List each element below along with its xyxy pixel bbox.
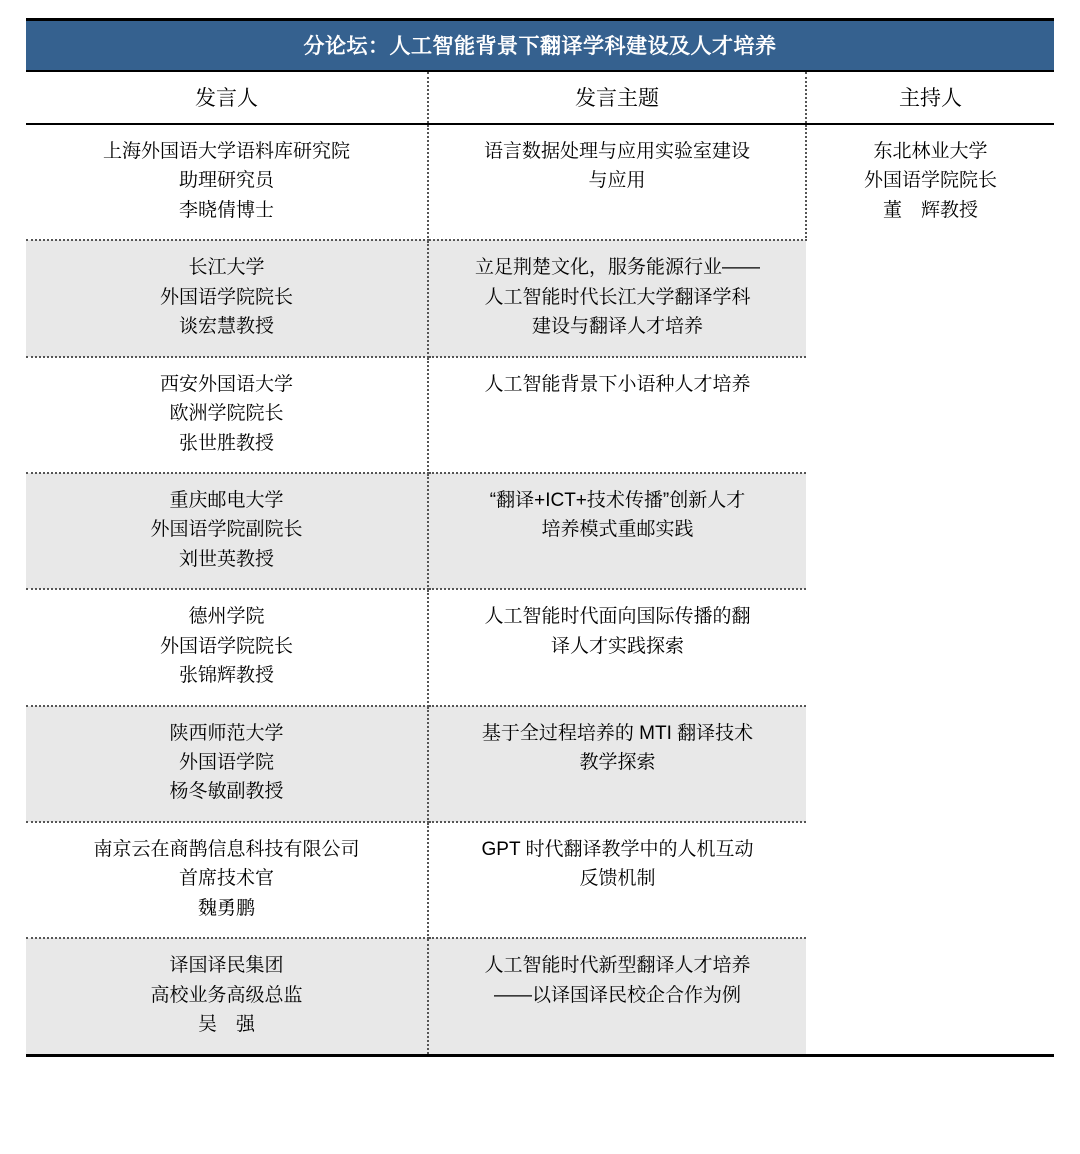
forum-title: 分论坛：人工智能背景下翻译学科建设及人才培养 [26, 20, 1054, 72]
speaker-cell [26, 357, 428, 473]
speaker-line: 陕西师范大学 [169, 722, 284, 744]
speaker-cell [26, 240, 428, 356]
topic-cell [428, 822, 806, 938]
speaker-line: 张世胜教授 [178, 432, 274, 454]
speaker-line: 译国译民集团 [169, 955, 284, 977]
speaker-line: 李晓倩博士 [178, 199, 274, 221]
speaker-line: 魏勇鹏 [197, 897, 255, 919]
table-body [26, 20, 1054, 1056]
speaker-line: 欧洲学院院长 [169, 403, 284, 425]
speaker-line: 外国语学院院长 [159, 635, 293, 657]
speaker-line: 杨冬敏副教授 [169, 781, 284, 803]
speaker-line: 长江大学 [188, 257, 265, 279]
speaker-cell [26, 938, 428, 1055]
column-header-speaker: 发言人 [26, 71, 428, 124]
speaker-cell [26, 822, 428, 938]
topic-cell [428, 589, 806, 705]
table-header-row [26, 71, 1054, 124]
speaker-line: 外国语学院副院长 [150, 519, 303, 541]
table-title-row [26, 20, 1054, 72]
topic-line: 人工智能时代新型翻译人才培养 [484, 955, 751, 977]
speaker-line: 外国语学院院长 [159, 286, 293, 308]
topic-cell [428, 240, 806, 356]
topic-line: 人工智能时代长江大学翻译学科 [484, 286, 751, 308]
speaker-line: 吴 强 [197, 1014, 255, 1036]
speaker-line: 助理研究员 [178, 170, 274, 192]
column-header-topic: 发言主题 [428, 71, 806, 124]
speaker-line: 上海外国语大学语料库研究院 [102, 141, 350, 162]
speaker-line: 刘世英教授 [178, 548, 274, 570]
topic-line: 人工智能背景下小语种人才培养 [484, 373, 751, 395]
speaker-line: 高校业务高级总监 [150, 984, 303, 1006]
host-line: 董 辉教授 [883, 199, 979, 221]
speaker-line: 谈宏慧教授 [178, 316, 274, 338]
topic-line: 基于全过程培养的 MTI 翻译技术 [481, 722, 754, 744]
topic-line: 反馈机制 [579, 868, 656, 890]
topic-line: 教学探索 [579, 752, 656, 773]
host-line: 东北林业大学 [873, 141, 988, 162]
speaker-line: 重庆邮电大学 [169, 489, 284, 511]
host-cell [806, 124, 1054, 1055]
forum-agenda-table [26, 18, 1054, 1057]
topic-cell [428, 124, 806, 240]
topic-line: 建设与翻译人才培养 [531, 316, 703, 338]
speaker-line: 张锦辉教授 [178, 665, 274, 687]
column-header-host: 主持人 [806, 71, 1054, 124]
topic-cell [428, 706, 806, 822]
table-row [26, 124, 1054, 240]
topic-line: 人工智能时代面向国际传播的翻 [484, 606, 751, 628]
speaker-line: 南京云在商鹊信息科技有限公司 [93, 838, 360, 860]
speaker-cell [26, 473, 428, 589]
speaker-line: 西安外国语大学 [159, 373, 293, 395]
topic-line: ——以译国译民校企合作为例 [493, 984, 741, 1006]
topic-line: 语言数据处理与应用实验室建设 [483, 141, 750, 162]
speaker-line: 外国语学院 [178, 752, 274, 773]
speaker-line: 首席技术官 [178, 868, 274, 890]
speaker-line: 德州学院 [188, 606, 265, 628]
host-line: 外国语学院院长 [864, 170, 998, 192]
topic-cell [428, 473, 806, 589]
speaker-cell [26, 706, 428, 822]
topic-cell [428, 938, 806, 1055]
speaker-cell [26, 589, 428, 705]
topic-line: 与应用 [588, 170, 646, 192]
speaker-cell [26, 124, 428, 240]
topic-line: GPT 时代翻译教学中的人机互动 [481, 838, 754, 860]
topic-line: 立足荆楚文化，服务能源行业—— [474, 257, 760, 279]
topic-line: “翻译+ICT+技术传播”创新人才 [489, 489, 746, 511]
topic-cell [428, 357, 806, 473]
topic-line: 培养模式重邮实践 [541, 519, 694, 541]
topic-line: 译人才实践探索 [550, 635, 684, 657]
